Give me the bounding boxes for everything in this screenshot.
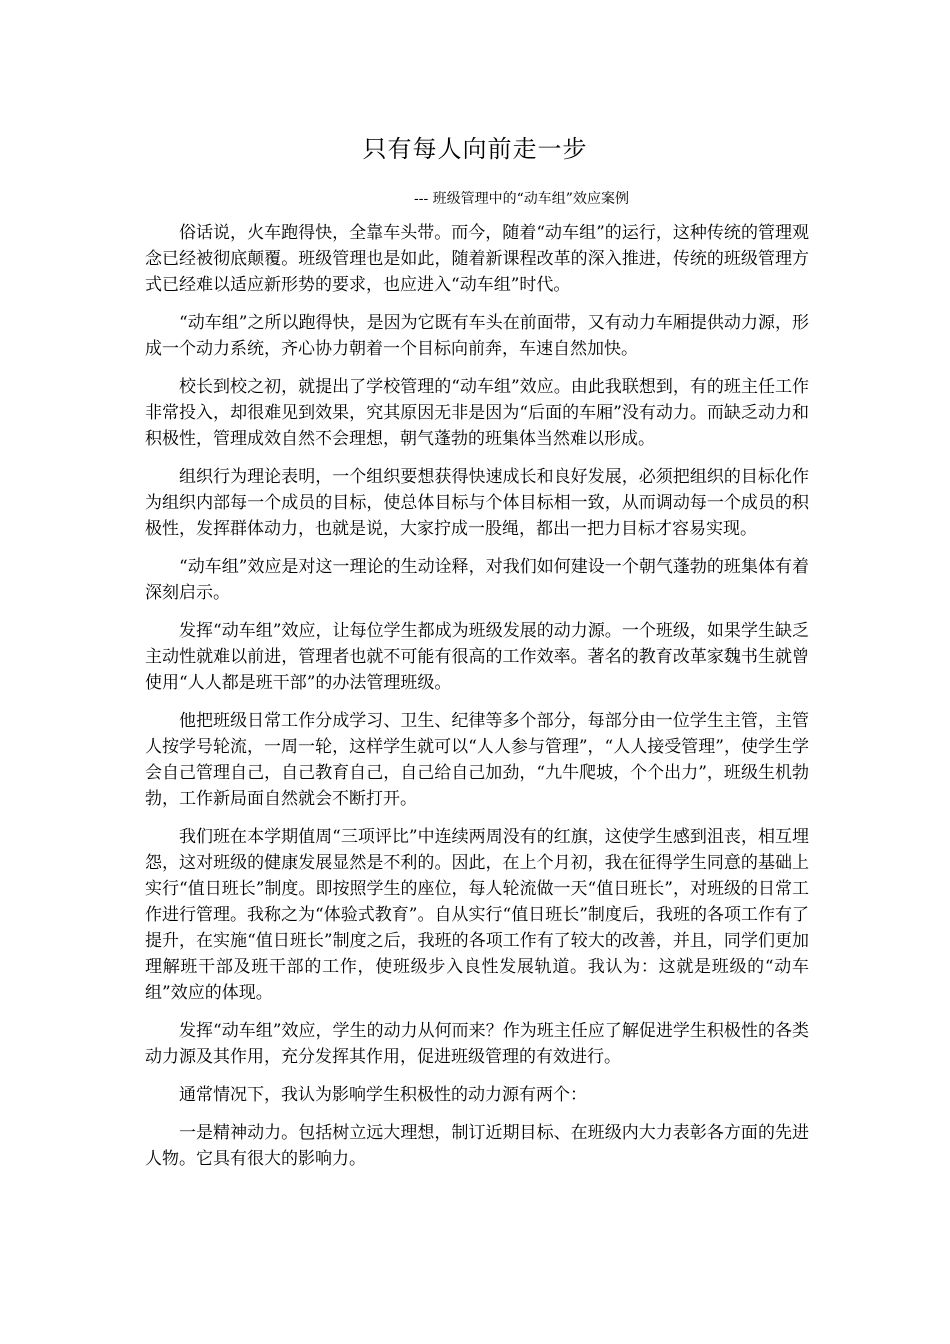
paragraph: 发挥“动车组”效应，让每位学生都成为班级发展的动力源。一个班级，如果学生缺乏主动性就难以前进，管理者也就不可能有很高的工作效率。著名的教育改革家魏书生就曾使用“人人都是班干部”的办法管理班级。 [145, 621, 809, 693]
paragraph: 我们班在本学期值周“三项评比”中连续两周没有的红旗，这使学生感到沮丧，相互埋怨，这对班级的健康发展显然是不利的。因此，在上个月初，我在征得学生同意的基础上实行“值日班长”制度。即按照学生的座位，每人轮流做一天“值日班长”，对班级的日常工作进行管理。我称之为“体验式教育”。自从实行“值日班长”制度后，我班的各项工作有了提升，在实施“值日班长”制度之后，我班的各项工作有了较大的改善，并且，同学们更加理解班干部及班干部的工作，使班级步入良性发展轨道。我认为：这就是班级的“动车组”效应的体现。 [145, 827, 809, 1003]
paragraph: 他把班级日常工作分成学习、卫生、纪律等多个部分，每部分由一位学生主管，主管人按学号轮流，一周一轮，这样学生就可以“人人参与管理”，“人人接受管理”，使学生学会自己管理自己，自己教育自己，自己给自己加劲，“九牛爬坡，个个出力”，班级生机勃勃，工作新局面自然就会不断打开。 [145, 711, 809, 809]
paragraph: 组织行为理论表明，一个组织要想获得快速成长和良好发展，必须把组织的目标化作为组织内部每一个成员的目标，使总体目标与个体目标相一致，从而调动每一个成员的积极性，发挥群体动力，也就是说，大家拧成一股绳，都出一把力目标才容易实现。 [145, 467, 809, 539]
paragraph: 一是精神动力。包括树立远大理想，制订近期目标、在班级内大力表彰各方面的先进人物。它具有很大的影响力。 [145, 1123, 809, 1169]
paragraph: 俗话说，火车跑得快，全靠车头带。而今，随着“动车组”的运行，这种传统的管理观念已经被彻底颠覆。班级管理也是如此，随着新课程改革的深入推进，传统的班级管理方式已经难以适应新形势的要求，也应进入“动车组”时代。 [145, 223, 809, 295]
paragraph: 通常情况下，我认为影响学生积极性的动力源有两个： [179, 1085, 587, 1105]
paragraph: “动车组”之所以跑得快，是因为它既有车头在前面带，又有动力车厢提供动力源，形成一个动力系统，齐心协力朝着一个目标向前奔，车速自然加快。 [145, 313, 809, 359]
paragraph: “动车组”效应是对这一理论的生动诠释，对我们如何建设一个朝气蓬勃的班集体有着深刻启示。 [145, 557, 809, 603]
document-subtitle: --- 班级管理中的“动车组”效应案例 [414, 191, 629, 207]
document-body [145, 220, 809, 1184]
document-title: 只有每人向前走一步 [362, 135, 588, 163]
paragraph: 发挥“动车组”效应，学生的动力从何而来？作为班主任应了解促进学生积极性的各类动力源及其作用，充分发挥其作用，促进班级管理的有效进行。 [145, 1021, 809, 1067]
paragraph: 校长到校之初，就提出了学校管理的“动车组”效应。由此我联想到，有的班主任工作非常投入，却很难见到效果，究其原因无非是因为“后面的车厢”没有动力。而缺乏动力和积极性，管理成效自然不会理想，朝气蓬勃的班集体当然难以形成。 [145, 377, 809, 449]
